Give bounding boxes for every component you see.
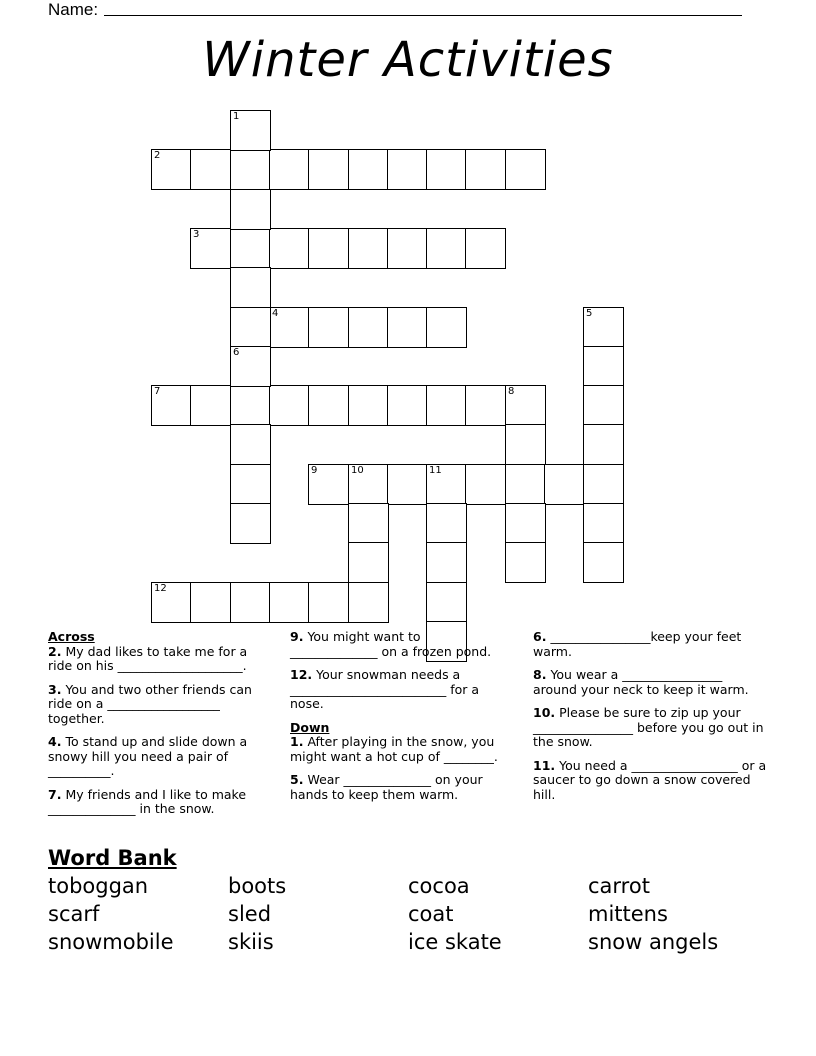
- crossword-cell[interactable]: [583, 464, 624, 505]
- clue-down-8: 8. You wear a ________________ around your neck to keep it warm.: [533, 667, 749, 697]
- crossword-cell[interactable]: [230, 346, 271, 387]
- crossword-cell[interactable]: [190, 228, 231, 269]
- crossword-cell[interactable]: [505, 503, 546, 544]
- crossword-cell[interactable]: [465, 464, 506, 505]
- crossword-cell[interactable]: [190, 385, 231, 426]
- crossword-cell[interactable]: [269, 307, 310, 348]
- page-title: Winter Activities: [202, 32, 614, 88]
- crossword-cell[interactable]: [190, 149, 231, 190]
- crossword-cell[interactable]: [465, 228, 506, 269]
- crossword-cell[interactable]: [544, 464, 585, 505]
- crossword-cell[interactable]: [426, 228, 467, 269]
- crossword-cell[interactable]: [348, 228, 389, 269]
- crossword-cell[interactable]: [308, 464, 349, 505]
- clue-number: 8: [508, 386, 515, 397]
- clue-number: 12: [154, 583, 167, 594]
- crossword-cell[interactable]: [426, 582, 467, 623]
- crossword-cell[interactable]: [230, 307, 271, 348]
- clue-down-1: 1. After playing in the snow, you might want a hot cup of ________.: [290, 734, 498, 764]
- crossword-cell[interactable]: [348, 307, 389, 348]
- crossword-cell[interactable]: [583, 385, 624, 426]
- clue-down-5: 5. Wear ______________ on your hands to keep them warm.: [290, 772, 483, 802]
- crossword-cell[interactable]: [387, 149, 428, 190]
- clue-number: 5: [586, 308, 593, 319]
- down-heading: Down: [290, 719, 330, 735]
- clue-across-4: 4. To stand up and slide down a snowy hill you need a pair of __________.: [48, 734, 248, 778]
- crossword-cell[interactable]: [426, 385, 467, 426]
- crossword-cell[interactable]: [348, 542, 389, 583]
- crossword-cell[interactable]: [505, 542, 546, 583]
- crossword-cell[interactable]: [426, 307, 467, 348]
- word-bank-item: snow angels: [588, 930, 719, 954]
- crossword-cell[interactable]: [230, 464, 271, 505]
- crossword-cell[interactable]: [583, 503, 624, 544]
- clue-number: 3: [193, 229, 200, 240]
- clue-down-6: 6. ________________keep your feet warm.: [533, 629, 742, 659]
- crossword-cell[interactable]: [230, 582, 271, 623]
- word-bank-item: mittens: [588, 902, 668, 926]
- crossword-cell[interactable]: [505, 424, 546, 465]
- crossword-cell[interactable]: [505, 464, 546, 505]
- crossword-cell[interactable]: [269, 582, 310, 623]
- clues-column-3: [533, 630, 768, 811]
- crossword-cell[interactable]: [583, 346, 624, 387]
- crossword-cell[interactable]: [230, 385, 271, 426]
- clue-number: 4: [272, 308, 279, 319]
- crossword-cell[interactable]: [387, 385, 428, 426]
- crossword-cell[interactable]: [151, 149, 192, 190]
- crossword-cell[interactable]: [465, 149, 506, 190]
- crossword-cell[interactable]: [230, 110, 271, 151]
- clue-number: 7: [154, 386, 161, 397]
- word-bank-item: cocoa: [408, 874, 470, 898]
- word-bank-item: skiis: [228, 930, 274, 954]
- crossword-cell[interactable]: [465, 385, 506, 426]
- crossword-cell[interactable]: [230, 228, 271, 269]
- name-label: Name:: [48, 0, 99, 19]
- crossword-cell[interactable]: [426, 149, 467, 190]
- word-bank-item: toboggan: [48, 874, 149, 898]
- crossword-cell[interactable]: [426, 503, 467, 544]
- clue-number: 11: [429, 465, 442, 476]
- clue-number: 10: [351, 465, 364, 476]
- crossword-cell[interactable]: [348, 582, 389, 623]
- crossword-cell[interactable]: [269, 385, 310, 426]
- word-bank-item: ice skate: [408, 930, 502, 954]
- clue-across-9: 9. You might want to ______________ on a frozen pond.: [290, 629, 492, 659]
- clue-across-3: 3. You and two other friends can ride on a __________________ together.: [48, 681, 252, 726]
- word-bank: [48, 874, 768, 955]
- word-bank-item: sled: [228, 902, 272, 926]
- clue-down-10: 10. Please be sure to zip up your ________________ before you go out in the snow.: [533, 705, 764, 749]
- crossword-cell[interactable]: [426, 464, 467, 505]
- crossword-cell[interactable]: [505, 385, 546, 426]
- crossword-cell[interactable]: [230, 189, 271, 230]
- crossword-cell[interactable]: [348, 464, 389, 505]
- crossword-cell[interactable]: [426, 542, 467, 583]
- word-bank-title: Word Bank: [48, 846, 177, 870]
- clue-across-7: 7. My friends and I like to make ______________ in the snow.: [48, 786, 247, 816]
- crossword-cell[interactable]: [230, 149, 271, 190]
- clue-number: 1: [233, 111, 240, 122]
- word-bank-item: coat: [408, 902, 454, 926]
- crossword-cell[interactable]: [269, 149, 310, 190]
- crossword-cell[interactable]: [348, 385, 389, 426]
- crossword-cell[interactable]: [230, 267, 271, 308]
- crossword-cell[interactable]: [230, 424, 271, 465]
- crossword-cell[interactable]: [230, 503, 271, 544]
- crossword-cell[interactable]: [387, 464, 428, 505]
- word-bank-item: scarf: [48, 902, 100, 926]
- clue-across-12: 12. Your snowman needs a _________________________ for a nose.: [290, 667, 480, 711]
- crossword-cell[interactable]: [348, 149, 389, 190]
- crossword-cell[interactable]: [151, 582, 192, 623]
- clue-number: 2: [154, 150, 161, 161]
- clues-column-1: [48, 630, 273, 826]
- crossword-cell[interactable]: [308, 582, 349, 623]
- word-bank-item: boots: [228, 874, 287, 898]
- crossword-cell[interactable]: [308, 385, 349, 426]
- clue-across-2: 2. My dad likes to take me for a ride on his ____________________.: [48, 643, 248, 673]
- crossword-cell[interactable]: [348, 503, 389, 544]
- clue-number: 6: [233, 347, 240, 358]
- clue-number: 9: [311, 465, 318, 476]
- crossword-cell[interactable]: [308, 228, 349, 269]
- across-heading: Across: [48, 629, 95, 644]
- crossword-cell[interactable]: [583, 542, 624, 583]
- crossword-cell[interactable]: [269, 228, 310, 269]
- crossword-cell[interactable]: [151, 385, 192, 426]
- crossword-cell[interactable]: [190, 582, 231, 623]
- word-bank-item: carrot: [588, 874, 650, 898]
- crossword-cell[interactable]: [505, 149, 546, 190]
- crossword-cell[interactable]: [308, 149, 349, 190]
- crossword-cell[interactable]: [387, 307, 428, 348]
- clue-down-11: 11. You need a _________________ or a saucer to go down a snow covered hill.: [533, 757, 767, 802]
- crossword-cell[interactable]: [583, 307, 624, 348]
- crossword-cell[interactable]: [308, 307, 349, 348]
- word-bank-item: snowmobile: [48, 930, 174, 954]
- clues-column-2: [290, 630, 510, 811]
- crossword-cell[interactable]: [387, 228, 428, 269]
- crossword-cell[interactable]: [583, 424, 624, 465]
